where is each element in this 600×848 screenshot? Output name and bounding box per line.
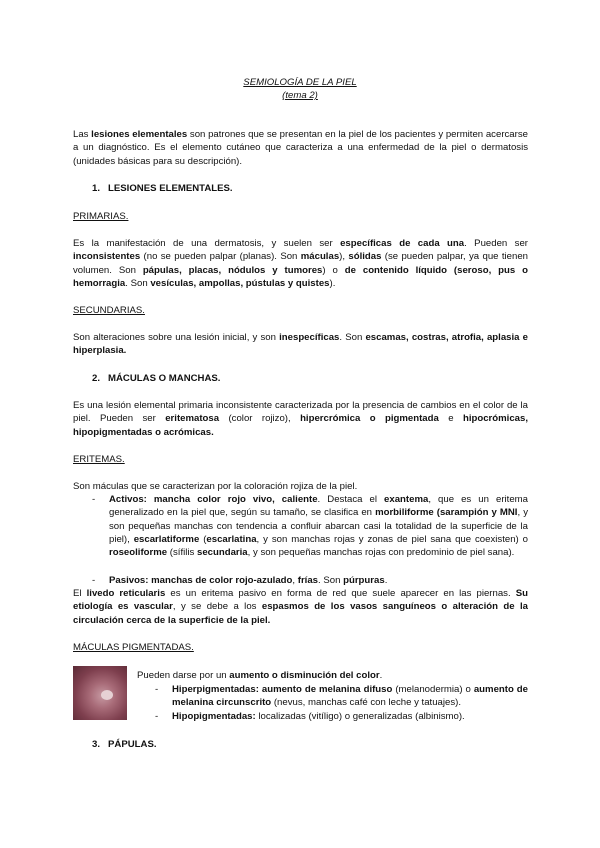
list-dash: - — [155, 711, 159, 722]
pigmentadas-intro: Pueden darse por un aumento o disminución del color. — [137, 670, 383, 681]
list-dash: - — [155, 684, 159, 695]
list-item-hipopigmentadas: Hipopigmentadas: localizadas (vitíligo) o generalizadas (albinismo). — [172, 711, 465, 722]
heading-secundarias: SECUNDARIAS. — [73, 305, 145, 316]
section-heading-3: 3. PÁPULAS. — [92, 739, 157, 750]
eritemas-intro: Son máculas que se caracterizan por la coloración rojiza de la piel. — [73, 481, 358, 492]
section-heading-2: 2. MÁCULAS O MANCHAS. — [92, 373, 221, 384]
heading-primarias: PRIMARIAS. — [73, 211, 129, 222]
heading-eritemas: ERITEMAS. — [73, 454, 125, 465]
skin-lesion-photo — [73, 666, 127, 720]
list-item-activos: Activos: mancha color rojo vivo, caliente. Destaca el exantema, que es un eritema generalizado en la piel que, según su tamaño, se clasifica en morbiliforme (sarampión y MNI, y son pequeñas manchas con tendencia a confluir abarcan casi la totalidad de la superficie de la piel), escarlatiforme (escarlatina, y son manchas rojas y zonas de piel sana que coexisten) o roseoliforme (sífilis secundaria, y son pequeñas manchas rojas con predominio de piel sana). — [109, 494, 528, 559]
page-title: SEMIOLOGÍA DE LA PIEL — [243, 77, 357, 88]
livedo-paragraph: El livedo reticularis es un eritema pasivo en forma de red que suele aparecer en las piernas. Su etiología es vascular, y se debe a los espasmos de los vasos sanguíneos o alteración de la circulación cerca de la superficie de la piel. — [73, 588, 528, 626]
list-item-pasivos: Pasivos: manchas de color rojo-azulado, frías. Son púrpuras. — [109, 575, 388, 586]
primarias-paragraph: Es la manifestación de una dermatosis, y suelen ser específicas de cada una. Pueden ser inconsistentes (no se pueden palpar (planas). Son máculas), sólidas (se pueden palpar, ya que tienen volumen. Son pápulas, placas, nódulos y tumores) o de contenido líquido (seroso, pus o hemorragia. Son vesículas, ampollas, pústulas y quistes). — [73, 238, 528, 289]
intro-paragraph: Las lesiones elementales son patrones que se presentan en la piel de los pacientes y permiten acercarse a un diagnóstico. Es el elemento cutáneo que caracteriza a una enfermedad de la piel o dermatosis (unidades básicas para su descripción). — [73, 129, 528, 167]
maculas-paragraph: Es una lesión elemental primaria inconsistente caracterizada por la presencia de cambios en el color de la piel. Pueden ser eritematosa (color rojizo), hipercrómica o pigmentada e hipocrómicas, hipopigmentadas o acrómicas. — [73, 400, 529, 438]
list-dash: - — [92, 575, 96, 586]
heading-maculas-pigmentadas: MÁCULAS PIGMENTADAS. — [73, 642, 194, 653]
page-subtitle: (tema 2) — [282, 90, 318, 101]
list-item-hiperpigmentadas: Hiperpigmentadas: aumento de melanina difuso (melanodermia) o aumento de melanina circunscrito (nevus, manchas café con leche y tatuajes). — [172, 684, 529, 709]
section-heading-1: 1. LESIONES ELEMENTALES. — [92, 183, 233, 194]
secundarias-paragraph: Son alteraciones sobre una lesión inicial, y son inespecíficas. Son escamas, costras, atrofia, aplasia e hiperplasia. — [73, 332, 528, 357]
list-dash: - — [92, 494, 96, 505]
